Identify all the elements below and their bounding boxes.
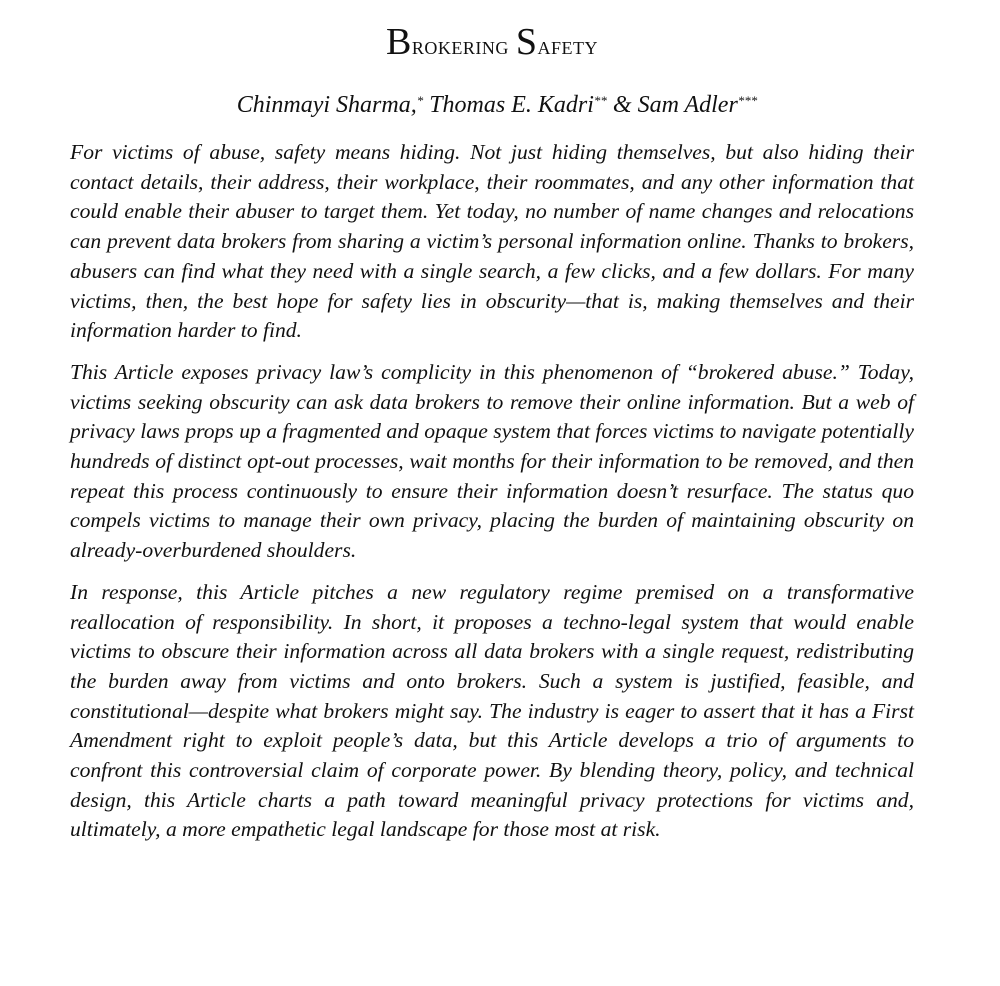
author-name: Chinmayi Sharma, [236,92,417,118]
author-footnote-mark: * [416,93,424,108]
author-name: Thomas E. Kadri [429,92,594,118]
title-word-rest-1: rokering [411,31,509,60]
title-word-rest-2: afety [537,31,598,60]
author-footnote-mark: ** [593,93,607,108]
author-footnote-mark: *** [737,93,758,108]
author-joiner: & [612,92,632,118]
abstract [70,138,914,845]
title-initial-b: B [386,21,412,63]
abstract-paragraph: For victims of abuse, safety means hiding. Not just hiding themselves, but also hiding their contact details, their address, their workplace, their roommates, and any other information that could enable their abuser to target them. Yet today, no number of name changes and relocations can prevent data brokers from sharing a victim’s personal information online. Thanks to brokers, abusers can find what they need with a single search, a few clicks, and a few dollars. For many victims, then, the best hope for safety lies in obscurity—that is, making themselves and their information harder to find. [70,140,914,343]
author-line [80,90,914,120]
article-title [70,22,914,66]
abstract-paragraph: This Article exposes privacy law’s complicity in this phenomenon of “brokered abuse.” Today, victims seeking obscurity can ask data brokers to remove their online information. But a web of privacy laws props up a fragmented and opaque system that forces victims to navigate potentially hundreds of distinct opt-out processes, wait months for their information to be removed, and then repeat this process continuously to ensure their information doesn’t resurface. The status quo compels victims to manage their own privacy, placing the burden of maintaining obscurity on already-overburdened shoulders. [70,359,914,563]
abstract-paragraph: In response, this Article pitches a new regulatory regime premised on a transformative reallocation of responsibility. In short, it proposes a techno-legal system that would enable victims to obscure their information across all data brokers with a single request, redistributing the burden away from victims and onto brokers. Such a system is justified, feasible, and constitutional—despite what brokers might say. The industry is eager to assert that it has a First Amendment right to exploit people’s data, but this Article develops a trio of arguments to confront this controversial claim of corporate power. By blending theory, policy, and technical design, this Article charts a path toward meaningful privacy protections for victims and, ultimately, a more empathetic legal landscape for those most at risk. [70,579,914,842]
author-name: Sam Adler [637,92,738,118]
article-page [70,0,914,845]
title-initial-s: S [515,21,538,63]
